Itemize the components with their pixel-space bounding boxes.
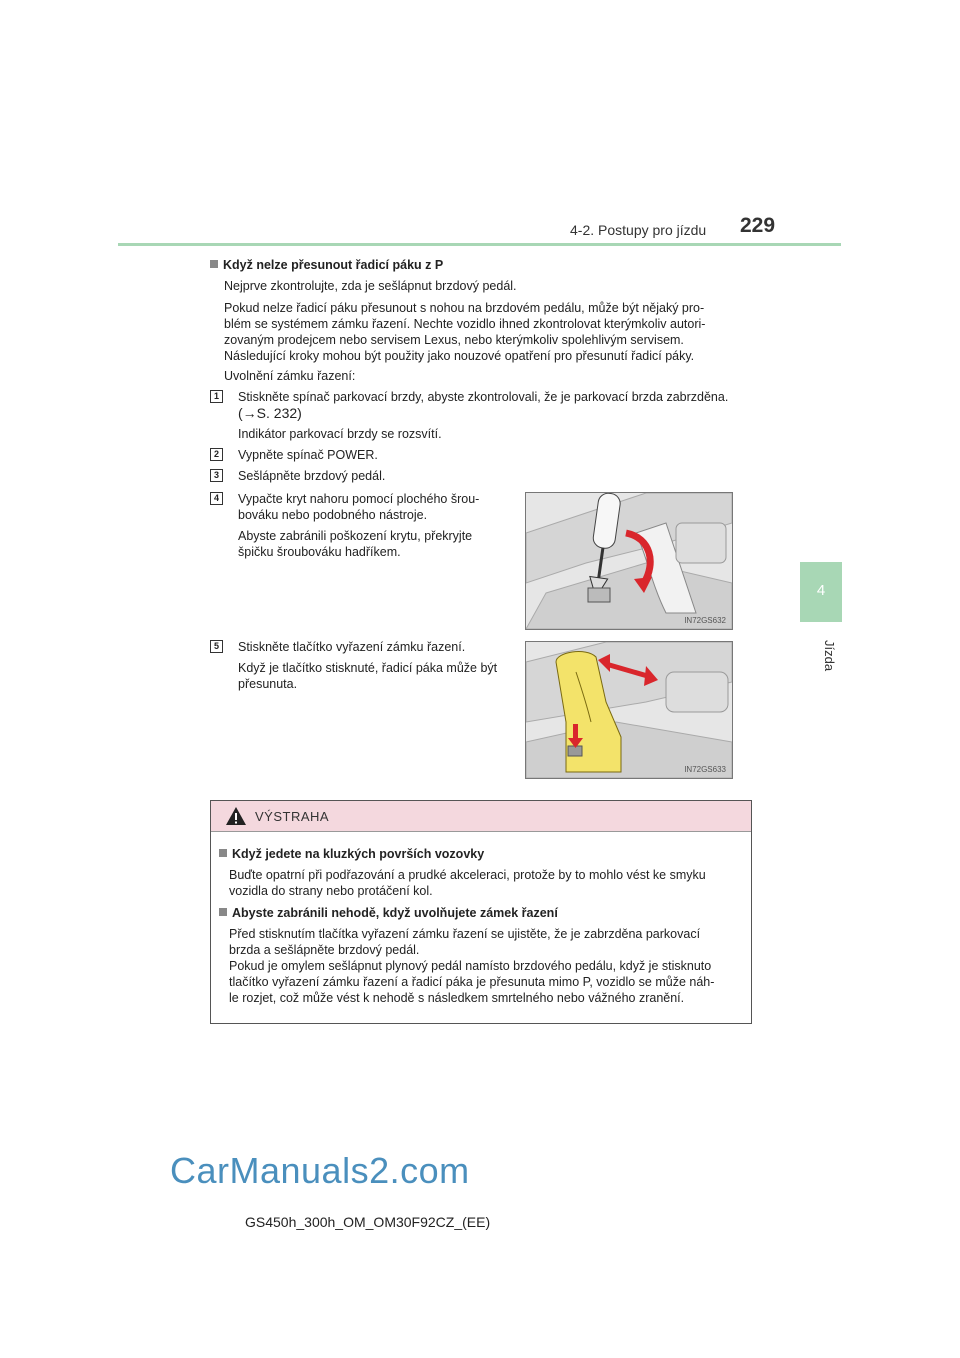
footer-code: GS450h_300h_OM_OM30F92CZ_(EE) — [245, 1214, 491, 1230]
step-note — [238, 660, 513, 692]
step-note: Indikátor parkovací brzdy se rozsvítí. — [238, 427, 442, 441]
watermark-text: CarManuals2.com — [170, 1150, 470, 1191]
problem-line: Následující kroky mohou být použity jako nouzové opatření pro přesunutí řadicí páky. — [224, 349, 695, 363]
square-bullet-icon — [210, 260, 218, 268]
warning-item-heading-text: Abyste zabránili nehodě, když uvolňujete zámek řazení — [232, 906, 558, 920]
chapter-label: Jízda — [822, 640, 837, 672]
step-text: Stiskněte spínač parkovací brzdy, abyste zkontrolovali, že je parkovací brzda zabrzděna. — [238, 390, 729, 404]
step-number: 2 — [210, 448, 223, 461]
problem-line: blém se systémem zámku řazení. Nechte vozidlo ihned zkontrolovat kterýmkoliv autori- — [224, 317, 706, 331]
warning-line: le rozjet, což může vést k nehodě s následkem smrtelného nebo vážného zranění. — [229, 991, 685, 1005]
warning-line: brzda a sešlápněte brzdový pedál. — [229, 943, 420, 957]
warning-line: vozidla do strany nebo protáčení kol. — [229, 884, 433, 898]
step-note-line: špičku šroubováku hadříkem. — [238, 545, 401, 559]
square-bullet-icon — [219, 849, 227, 857]
step-number: 3 — [210, 469, 223, 482]
warning-item-heading-text: Když jedete na kluzkých površích vozovky — [232, 847, 485, 861]
page-number: 229 — [740, 214, 776, 237]
step-text: (→S. 232) — [238, 405, 302, 421]
problem-paragraph — [224, 300, 754, 364]
figure-release-button — [525, 641, 733, 779]
warning-line: tlačítko vyřazení zámku řazení a řadicí páka je přesunuta mimo P, vozidlo se může náh- — [229, 975, 715, 989]
step-1 — [238, 389, 758, 421]
step-note-line: Abyste zabránili poškození krytu, překryjte — [238, 529, 473, 543]
warning-item-body — [229, 867, 749, 899]
figure-shift-cover — [525, 492, 733, 630]
main-heading-text: Když nelze přesunout řadicí páku z P — [223, 258, 444, 272]
header-divider — [118, 243, 841, 246]
shift-lever-illustration — [526, 642, 732, 778]
step-number: 1 — [210, 390, 223, 403]
step-note-line: přesunuta. — [238, 677, 298, 691]
figure-code: IN72GS632 — [684, 616, 726, 625]
warning-line: Pokud je omylem sešlápnut plynový pedál namísto brzdového pedálu, když je stisknuto — [229, 959, 712, 973]
warning-box — [210, 800, 752, 1024]
chapter-tab: 4 — [800, 562, 842, 622]
problem-line: Pokud nelze řadicí páku přesunout s nohou na brzdovém pedálu, může být nějaký pro- — [224, 301, 705, 315]
figure-code: IN72GS633 — [684, 765, 726, 774]
step-5: Stiskněte tlačítko vyřazení zámku řazení. — [238, 640, 466, 654]
warning-item-body — [229, 926, 749, 1006]
warning-triangle-icon — [225, 806, 247, 826]
step-note — [238, 528, 508, 560]
step-number: 5 — [210, 640, 223, 653]
step-2: Vypněte spínač POWER. — [238, 448, 378, 462]
warning-item-heading — [219, 905, 558, 921]
step-text: Vypačte kryt nahoru pomocí plochého šrou- — [238, 492, 480, 506]
problem-line: zovaným prodejcem nebo servisem Lexus, nebo kterýmkoliv spolehlivým servisem. — [224, 333, 684, 347]
warning-line: Před stisknutím tlačítka vyřazení zámku řazení se ujistěte, že je zabrzděna parkovací — [229, 927, 701, 941]
step-number: 4 — [210, 492, 223, 505]
square-bullet-icon — [219, 908, 227, 916]
main-heading — [210, 257, 443, 273]
step-text: bováku nebo podobného nástroje. — [238, 508, 428, 522]
step-4 — [238, 491, 508, 523]
shift-console-illustration — [526, 493, 732, 629]
intro-paragraph: Nejprve zkontrolujte, zda je sešlápnut brzdový pedál. — [224, 279, 517, 293]
warning-line: Buďte opatrní při podřazování a prudké akceleraci, protože by to mohlo vést ke smyku — [229, 868, 706, 882]
warning-header — [211, 801, 751, 832]
release-label: Uvolnění zámku řazení: — [224, 369, 356, 383]
step-3: Sešlápněte brzdový pedál. — [238, 469, 386, 483]
section-title: 4-2. Postupy pro jízdu — [570, 222, 707, 238]
warning-item-heading — [219, 846, 484, 862]
warning-title: VÝSTRAHA — [255, 809, 330, 824]
step-note-line: Když je tlačítko stisknuté, řadicí páka může být — [238, 661, 498, 675]
